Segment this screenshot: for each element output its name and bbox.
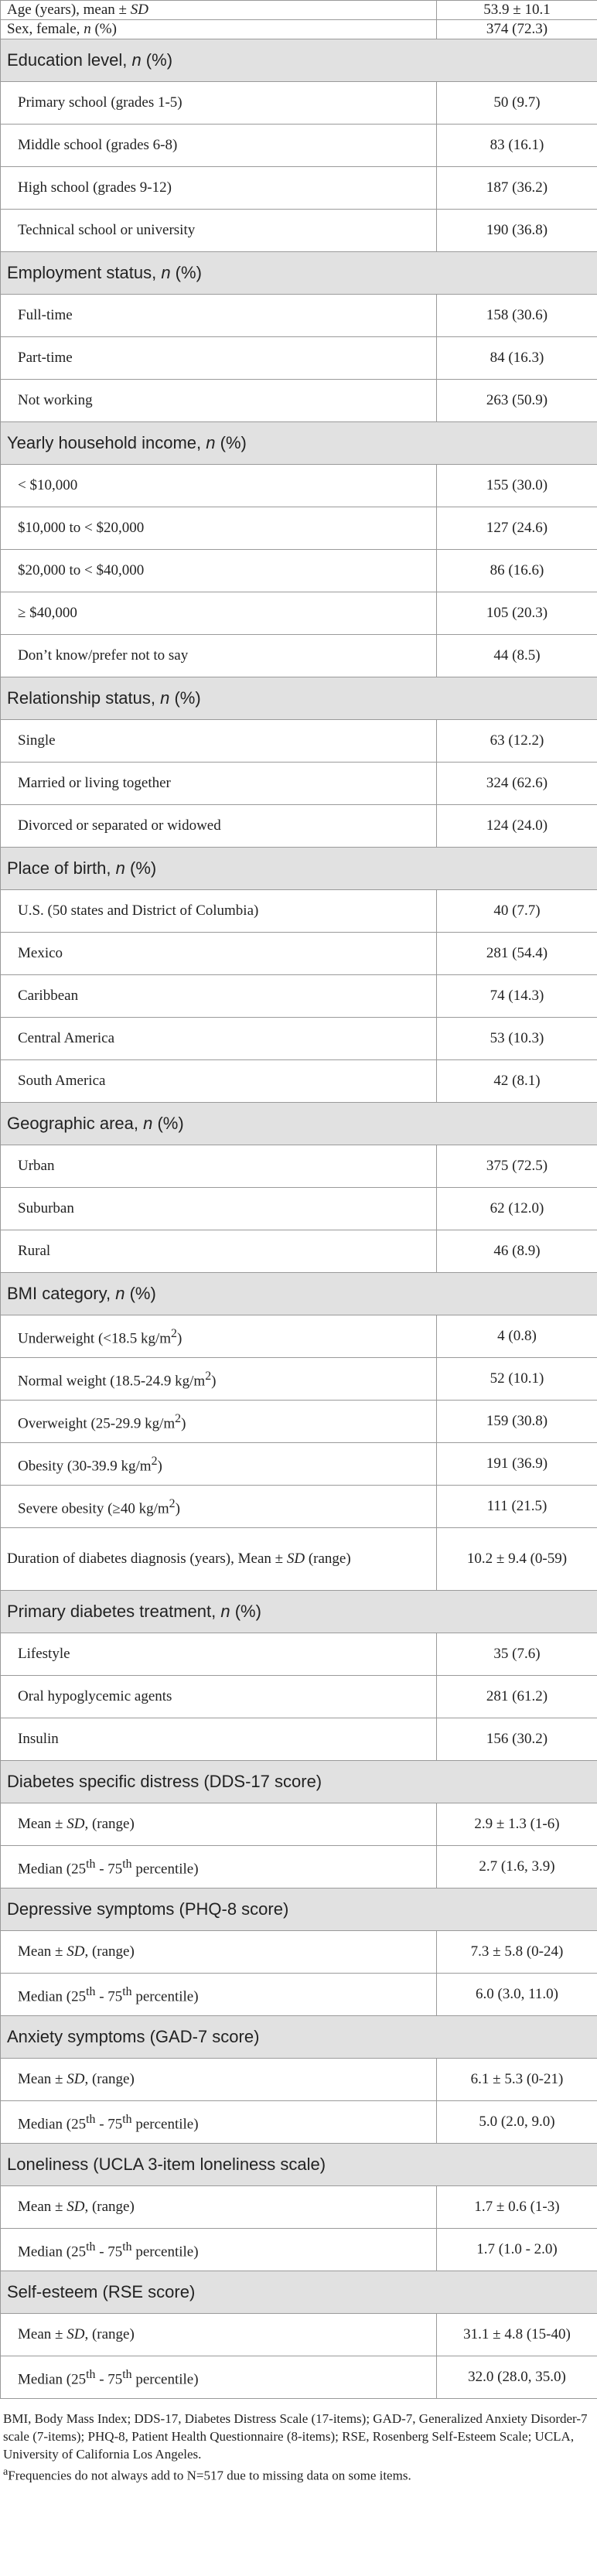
row-label-cell [1, 1443, 437, 1486]
table-row [1, 1633, 597, 1676]
section-header-row [1, 39, 597, 82]
row-value-cell: 4 (0.8) [437, 1315, 597, 1358]
row-value-cell: 190 (36.8) [437, 210, 597, 252]
label-text: Primary diabetes treatment, [7, 1602, 221, 1621]
label-text: Mean ± [18, 2071, 67, 2087]
label-text: Mean ± [18, 1943, 67, 1960]
section-header-cell [1, 2271, 597, 2314]
row-label-cell [1, 1188, 437, 1230]
row-label-cell [1, 805, 437, 848]
table-row [1, 975, 597, 1018]
label-text: Self-esteem (RSE score) [7, 2282, 196, 2301]
table-row [1, 1018, 597, 1060]
table-row [1, 2186, 597, 2229]
label-text-after: , (range) [84, 1816, 135, 1832]
label-text: High school (grades 9-12) [18, 179, 172, 196]
row-value-cell: 46 (8.9) [437, 1230, 597, 1273]
table-row [1, 1315, 597, 1358]
footnote-note [3, 2463, 594, 2485]
table-row [1, 2229, 597, 2271]
row-label-cell [1, 295, 437, 337]
row-label-cell [1, 2229, 437, 2271]
row-label-cell [1, 975, 437, 1018]
label-italic: SD [67, 2071, 85, 2087]
label-text: Mean ± [18, 1816, 67, 1832]
label-text: Rural [18, 1243, 51, 1259]
row-label-cell [1, 763, 437, 805]
label-italic: SD [67, 2326, 85, 2342]
label-superscript-2: th [122, 2367, 132, 2381]
table-row [1, 635, 597, 677]
label-text: Part-time [18, 350, 73, 366]
row-value-cell: 10.2 ± 9.4 (0-59) [437, 1528, 597, 1591]
row-label-cell [1, 1060, 437, 1103]
label-superscript: th [86, 2240, 96, 2254]
section-header-row [1, 1761, 597, 1803]
label-text: Not working [18, 392, 93, 408]
table-row [1, 805, 597, 848]
table-row [1, 1, 597, 20]
table-row [1, 592, 597, 635]
row-value-cell: 105 (20.3) [437, 592, 597, 635]
row-value-cell: 32.0 (28.0, 35.0) [437, 2356, 597, 2399]
label-text-after: (%) [125, 858, 157, 878]
label-superscript: 2 [171, 1326, 177, 1340]
section-header-cell [1, 2016, 597, 2059]
label-superscript: th [86, 1984, 96, 1998]
label-text: Mexico [18, 945, 63, 961]
row-value-cell: 111 (21.5) [437, 1486, 597, 1528]
row-value-cell: 50 (9.7) [437, 82, 597, 125]
label-text: Suburban [18, 1200, 74, 1216]
table-row [1, 933, 597, 975]
label-text-after: (%) [170, 263, 202, 282]
table-row [1, 1230, 597, 1273]
label-text-after: ) [157, 1458, 162, 1475]
table-row [1, 1060, 597, 1103]
row-value-cell: 6.1 ± 5.3 (0-21) [437, 2059, 597, 2101]
row-value-cell: 7.3 ± 5.8 (0-24) [437, 1931, 597, 1974]
label-text-after: , (range) [84, 2199, 135, 2215]
row-value-cell: 2.9 ± 1.3 (1-6) [437, 1803, 597, 1846]
table-row [1, 125, 597, 167]
label-italic: n [206, 433, 216, 452]
row-value-cell: 187 (36.2) [437, 167, 597, 210]
label-text-after: - 75 [95, 1861, 123, 1878]
row-value-cell: 40 (7.7) [437, 890, 597, 933]
row-label-cell [1, 635, 437, 677]
label-text: Overweight (25-29.9 kg/m [18, 1415, 176, 1432]
table-row [1, 550, 597, 592]
row-label-cell [1, 1315, 437, 1358]
row-label-cell [1, 1803, 437, 1846]
row-value-cell: 52 (10.1) [437, 1358, 597, 1401]
label-text: Obesity (30-39.9 kg/m [18, 1458, 152, 1475]
label-text-after: , (range) [84, 1943, 135, 1960]
table-row [1, 1846, 597, 1888]
section-header-cell [1, 848, 597, 890]
label-text-after: (range) [305, 1551, 351, 1567]
row-value-cell: 158 (30.6) [437, 295, 597, 337]
label-italic: SD [67, 1816, 85, 1832]
row-value-cell: 156 (30.2) [437, 1718, 597, 1761]
row-label-cell [1, 1145, 437, 1188]
row-label-cell [1, 1931, 437, 1974]
row-label-cell [1, 592, 437, 635]
row-value-cell: 63 (12.2) [437, 720, 597, 763]
row-value-cell: 263 (50.9) [437, 380, 597, 422]
table-row [1, 2101, 597, 2144]
section-header-row [1, 2271, 597, 2314]
row-label-cell [1, 125, 437, 167]
label-text-after: (%) [152, 1114, 184, 1133]
table-row [1, 337, 597, 380]
row-value-cell: 84 (16.3) [437, 337, 597, 380]
table-row [1, 763, 597, 805]
label-text: Education level, [7, 50, 132, 70]
table-row [1, 1931, 597, 1974]
label-text: Urban [18, 1158, 55, 1174]
label-text: Normal weight (18.5-24.9 kg/m [18, 1373, 206, 1390]
row-label-cell [1, 2059, 437, 2101]
section-header-row [1, 1591, 597, 1633]
row-label-cell [1, 2101, 437, 2144]
section-header-row [1, 2016, 597, 2059]
label-text-after: ) [175, 1500, 180, 1517]
label-text: Lifestyle [18, 1646, 70, 1662]
row-value-cell: 1.7 (1.0 - 2.0) [437, 2229, 597, 2271]
footnote-note-text: Frequencies do not always add to N=517 due to missing data on some items. [8, 2468, 411, 2483]
row-value-cell: 191 (36.9) [437, 1443, 597, 1486]
label-text-after: (%) [230, 1602, 261, 1621]
row-label-cell [1, 2314, 437, 2356]
label-text: Place of birth, [7, 858, 116, 878]
row-label-cell [1, 1676, 437, 1718]
section-header-cell [1, 422, 597, 465]
label-italic: SD [130, 2, 148, 18]
label-text: Employment status, [7, 263, 162, 282]
section-header-cell [1, 252, 597, 295]
label-text: Duration of diabetes diagnosis (years), Mean ± [7, 1551, 287, 1567]
section-header-row [1, 1273, 597, 1315]
row-label-cell [1, 167, 437, 210]
row-label-cell [1, 890, 437, 933]
row-label-cell [1, 337, 437, 380]
label-text: Severe obesity (≥40 kg/m [18, 1500, 169, 1517]
label-text: Married or living together [18, 775, 171, 791]
label-text: Full-time [18, 307, 73, 323]
label-text: Insulin [18, 1731, 59, 1747]
row-label-cell [1, 20, 437, 39]
row-label-cell [1, 82, 437, 125]
table-row [1, 1718, 597, 1761]
row-label-cell [1, 1230, 437, 1273]
label-text: Single [18, 732, 56, 749]
label-superscript: th [86, 2112, 96, 2126]
table-row [1, 1358, 597, 1401]
label-italic: n [131, 50, 142, 70]
row-value-cell: 42 (8.1) [437, 1060, 597, 1103]
section-header-cell [1, 1273, 597, 1315]
label-text-after-2: percentile) [131, 2243, 199, 2260]
section-header-row [1, 422, 597, 465]
row-value-cell: 62 (12.0) [437, 1188, 597, 1230]
table-row [1, 720, 597, 763]
section-header-cell [1, 2144, 597, 2186]
row-value-cell: 127 (24.6) [437, 507, 597, 550]
label-text-after-2: percentile) [131, 2116, 199, 2133]
row-value-cell: 2.7 (1.6, 3.9) [437, 1846, 597, 1888]
label-text: Middle school (grades 6-8) [18, 137, 178, 153]
label-text: Yearly household income, [7, 433, 206, 452]
label-superscript: 2 [175, 1411, 182, 1425]
row-label-cell [1, 210, 437, 252]
label-superscript-2: th [122, 1857, 132, 1871]
label-superscript-2: th [122, 1984, 132, 1998]
row-value-cell: 53 (10.3) [437, 1018, 597, 1060]
row-value-cell: 281 (54.4) [437, 933, 597, 975]
label-text-after: - 75 [95, 2116, 123, 2133]
footnote-abbreviations: BMI, Body Mass Index; DDS-17, Diabetes Distress Scale (17-items); GAD-7, Generalized Anxiety Disorder-7 scale (7-items); PHQ-8, Patient Health Questionnaire (8-items); RSE, Rosenberg Self-Esteem Scale; UCLA, University of California Los Angeles. [3, 2411, 588, 2462]
label-text: Oral hypoglycemic agents [18, 1688, 172, 1704]
table-row [1, 465, 597, 507]
label-text-after: (%) [125, 1284, 156, 1303]
table-row [1, 210, 597, 252]
label-superscript: 2 [205, 1369, 212, 1383]
table-row [1, 2314, 597, 2356]
row-label-cell [1, 1, 437, 20]
label-italic: n [143, 1114, 153, 1133]
section-header-row [1, 252, 597, 295]
label-superscript: 2 [151, 1454, 158, 1468]
row-value-cell: 159 (30.8) [437, 1401, 597, 1443]
label-text-after-2: percentile) [131, 1988, 199, 2005]
label-text: $20,000 to < $40,000 [18, 562, 145, 578]
label-text: U.S. (50 states and District of Columbia) [18, 902, 259, 919]
label-text: Don’t know/prefer not to say [18, 647, 189, 664]
label-text: Relationship status, [7, 688, 161, 708]
label-italic: n [115, 858, 125, 878]
label-italic: n [220, 1602, 230, 1621]
row-label-cell [1, 2186, 437, 2229]
label-text: Median (25 [18, 2243, 87, 2260]
section-header-cell [1, 1103, 597, 1145]
row-value-cell: 324 (62.6) [437, 763, 597, 805]
section-header-row [1, 1888, 597, 1931]
table-row [1, 890, 597, 933]
table-row [1, 1528, 597, 1591]
table-row [1, 1443, 597, 1486]
row-label-cell [1, 933, 437, 975]
label-text-after: - 75 [95, 2371, 123, 2388]
section-header-cell [1, 677, 597, 720]
label-italic: SD [67, 1943, 85, 1960]
label-text: Median (25 [18, 1861, 87, 1878]
row-label-cell [1, 2356, 437, 2399]
label-text: BMI category, [7, 1284, 116, 1303]
label-text: Diabetes specific distress (DDS-17 score) [7, 1772, 322, 1791]
table-row [1, 167, 597, 210]
row-label-cell [1, 465, 437, 507]
label-text-after: ) [176, 1330, 183, 1347]
label-text: Median (25 [18, 2371, 87, 2388]
row-value-cell: 375 (72.5) [437, 1145, 597, 1188]
row-value-cell: 374 (72.3) [437, 20, 597, 39]
section-header-cell [1, 1888, 597, 1931]
label-italic: n [160, 688, 170, 708]
row-label-cell [1, 1486, 437, 1528]
label-italic: n [115, 1284, 125, 1303]
table-row [1, 380, 597, 422]
label-text-after: , (range) [84, 2071, 135, 2087]
label-text: ≥ $40,000 [18, 605, 77, 621]
label-superscript: th [86, 1857, 96, 1871]
table-row [1, 1974, 597, 2016]
label-text-after: - 75 [95, 1988, 123, 2005]
table-row [1, 2059, 597, 2101]
label-text: $10,000 to < $20,000 [18, 520, 145, 536]
table-row [1, 20, 597, 39]
section-header-cell [1, 1761, 597, 1803]
label-text: Caribbean [18, 988, 79, 1004]
row-value-cell: 155 (30.0) [437, 465, 597, 507]
label-superscript-2: th [122, 2240, 132, 2254]
row-label-cell [1, 1528, 437, 1591]
table-row [1, 2356, 597, 2399]
label-text-after: ) [211, 1373, 217, 1390]
label-superscript: th [86, 2367, 96, 2381]
label-text: Median (25 [18, 1988, 87, 2005]
table-body [1, 1, 597, 2399]
label-text-after: (%) [141, 50, 173, 70]
row-label-cell [1, 1718, 437, 1761]
row-label-cell [1, 550, 437, 592]
row-value-cell: 53.9 ± 10.1 [437, 1, 597, 20]
label-text: Mean ± [18, 2326, 67, 2342]
table-row [1, 1676, 597, 1718]
label-text-after-2: percentile) [131, 2371, 199, 2388]
row-label-cell [1, 1018, 437, 1060]
label-superscript-2: th [122, 2112, 132, 2126]
table-row [1, 507, 597, 550]
label-italic: SD [67, 2199, 85, 2215]
label-text: Loneliness (UCLA 3-item loneliness scale) [7, 2155, 326, 2174]
label-text: Central America [18, 1030, 115, 1046]
table-row [1, 1486, 597, 1528]
section-header-row [1, 1103, 597, 1145]
row-label-cell [1, 1401, 437, 1443]
row-label-cell [1, 1358, 437, 1401]
row-value-cell: 74 (14.3) [437, 975, 597, 1018]
label-text-after: (%) [90, 21, 117, 37]
row-value-cell: 83 (16.1) [437, 125, 597, 167]
section-header-cell [1, 1591, 597, 1633]
row-value-cell: 31.1 ± 4.8 (15-40) [437, 2314, 597, 2356]
row-value-cell: 1.7 ± 0.6 (1-3) [437, 2186, 597, 2229]
footnote-mark: a [3, 2465, 9, 2478]
row-label-cell [1, 507, 437, 550]
label-text: < $10,000 [18, 477, 78, 493]
label-superscript: 2 [169, 1496, 176, 1510]
section-header-row [1, 677, 597, 720]
row-label-cell [1, 380, 437, 422]
row-value-cell: 35 (7.6) [437, 1633, 597, 1676]
table-row [1, 1401, 597, 1443]
row-label-cell [1, 720, 437, 763]
table-row [1, 1145, 597, 1188]
label-text: Technical school or university [18, 222, 196, 238]
label-text-after-2: percentile) [131, 1861, 199, 1878]
label-text: Depressive symptoms (PHQ-8 score) [7, 1899, 289, 1919]
label-text: Anxiety symptoms (GAD-7 score) [7, 2027, 260, 2046]
label-text-after: (%) [215, 433, 247, 452]
row-value-cell: 86 (16.6) [437, 550, 597, 592]
section-header-cell [1, 39, 597, 82]
table-row [1, 82, 597, 125]
row-value-cell: 281 (61.2) [437, 1676, 597, 1718]
row-label-cell [1, 1846, 437, 1888]
label-italic: SD [286, 1551, 305, 1567]
label-text: Sex, female, [7, 21, 84, 37]
label-italic: n [84, 21, 91, 37]
label-text: Age (years), mean ± [7, 2, 131, 18]
label-text-after: , (range) [84, 2326, 135, 2342]
table-row [1, 1803, 597, 1846]
label-text: Median (25 [18, 2116, 87, 2133]
table-row [1, 295, 597, 337]
label-text-after: (%) [169, 688, 201, 708]
row-value-cell: 6.0 (3.0, 11.0) [437, 1974, 597, 2016]
label-italic: n [161, 263, 171, 282]
label-text: Underweight (<18.5 kg/m [18, 1330, 172, 1347]
section-header-row [1, 2144, 597, 2186]
row-value-cell: 44 (8.5) [437, 635, 597, 677]
label-text: South America [18, 1073, 106, 1089]
row-value-cell: 124 (24.0) [437, 805, 597, 848]
table-row [1, 1188, 597, 1230]
label-text: Primary school (grades 1-5) [18, 94, 183, 111]
row-label-cell [1, 1974, 437, 2016]
table-footnote [3, 2410, 594, 2485]
label-text: Geographic area, [7, 1114, 144, 1133]
label-text-after: - 75 [95, 2243, 123, 2260]
label-text: Divorced or separated or widowed [18, 817, 221, 834]
section-header-row [1, 848, 597, 890]
label-text: Mean ± [18, 2199, 67, 2215]
row-value-cell: 5.0 (2.0, 9.0) [437, 2101, 597, 2144]
label-text-after: ) [181, 1415, 186, 1432]
row-label-cell [1, 1633, 437, 1676]
